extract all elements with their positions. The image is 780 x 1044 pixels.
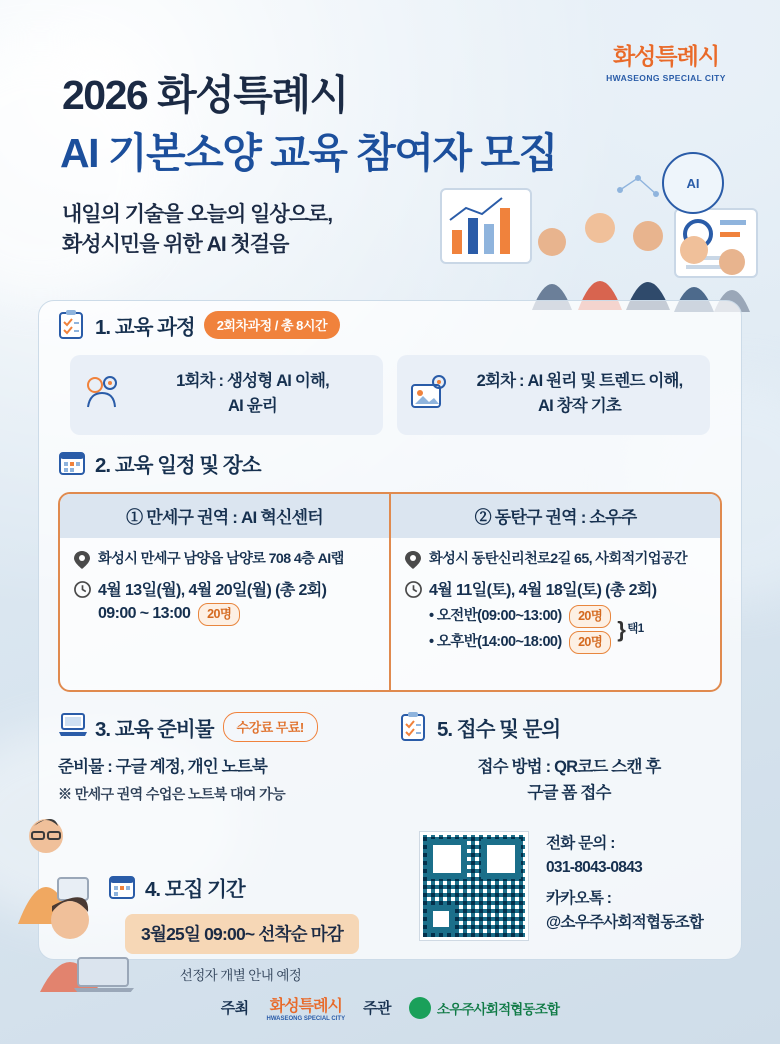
poster-title-line2: AI 기본소양 교육 참여자 모집 <box>60 130 557 176</box>
host-logo <box>267 993 346 1022</box>
students-illustration <box>4 792 154 992</box>
people-group-illustration <box>432 150 762 315</box>
city-logo <box>586 38 746 83</box>
course-label-line2: AI 창작 기초 <box>537 396 622 415</box>
section-3-materials <box>58 712 388 804</box>
section-3-title: 3. 교육 준비물 <box>95 718 214 741</box>
phone-label: 전화 문의 : <box>546 835 615 852</box>
schedule-date-row <box>74 579 377 626</box>
calendar-icon <box>58 448 86 478</box>
schedule-detail <box>429 579 657 654</box>
course-label-line2: AI 윤리 <box>228 396 277 415</box>
schedule-column-1 <box>60 494 389 690</box>
phone-value: 031-8043-0843 <box>546 859 643 877</box>
organizer-name: 소우주사회적협동조합 <box>436 1001 560 1017</box>
city-logo-main: 화성특례시 <box>612 43 720 69</box>
contact-info <box>546 832 703 935</box>
section-3-badge: 수강료 무료! <box>223 712 318 742</box>
section-4-period-pill: 3월25일 09:00~ 선착순 마감 <box>125 914 359 954</box>
subtitle-line1: 내일의 기술을 오늘의 일상으로, <box>62 203 333 226</box>
section-4-recruit-period <box>108 872 438 984</box>
poster-title-line1: 2026 화성특례시 <box>62 72 348 118</box>
ai-badge-label: AI <box>686 175 700 191</box>
sowooju-mark-icon <box>409 997 431 1019</box>
section-4-header <box>108 872 438 902</box>
brace-glyph: } <box>617 616 626 642</box>
schedule-address-row <box>74 549 377 570</box>
course-list <box>70 355 710 435</box>
schedule-option-capacity: 20명 <box>569 605 611 628</box>
organizer-label: 주관 <box>363 1000 391 1017</box>
schedule-column-2-body <box>391 538 720 654</box>
host-logo-sub: HWASEONG SPECIAL CITY <box>266 1016 346 1022</box>
section-5-title: 5. 접수 및 문의 <box>437 718 561 741</box>
schedule-dates: 4월 11일(토), 4월 18일(토) (총 2회) <box>429 581 657 599</box>
schedule-option-label: • 오후반(14:00~18:00) <box>429 633 562 650</box>
organizer-logo <box>409 997 559 1019</box>
poster-footer <box>0 993 780 1022</box>
section-5-header <box>400 712 730 742</box>
schedule-column-1-body <box>60 538 389 626</box>
header-illustration <box>432 150 762 315</box>
section-1-badge: 2회차과정 / 총 8시간 <box>204 311 340 339</box>
schedule-capacity: 20명 <box>198 603 240 626</box>
section-5-apply <box>400 712 730 807</box>
section-4-title: 4. 모집 기간 <box>145 878 245 901</box>
schedule-address: 화성시 만세구 남양읍 남양로 708 4층 AI랩 <box>98 551 344 567</box>
section-3-header <box>58 712 388 742</box>
section-1-title: 1. 교육 과정 <box>95 316 195 339</box>
course-label-line1: 2회차 : AI 원리 및 트렌드 이해, <box>476 372 683 390</box>
map-pin-icon <box>405 551 422 568</box>
schedule-option <box>429 605 611 628</box>
host-label: 주최 <box>220 1000 249 1017</box>
schedule-column-2-header: ② 동탄구 권역 : 소우주 <box>391 494 720 538</box>
section-3-line1: 준비물 : 구글 계정, 개인 노트북 <box>58 758 268 776</box>
section-2-header <box>58 448 261 478</box>
schedule-table <box>58 492 722 692</box>
section-2-schedule <box>58 448 261 478</box>
schedule-date-row <box>405 579 708 654</box>
map-pin-icon <box>74 551 91 568</box>
course-label-line1: 1회차 : 생성형 AI 이해, <box>176 372 329 390</box>
schedule-option <box>429 631 611 654</box>
schedule-time: 09:00 ~ 13:00 <box>98 604 191 622</box>
schedule-detail <box>98 579 326 626</box>
section-1-course <box>58 310 340 340</box>
city-logo-sub: HWASEONG SPECIAL CITY <box>606 73 726 83</box>
schedule-column-2 <box>389 494 720 690</box>
subtitle-line2: 화성시민을 위한 AI 첫걸음 <box>62 233 289 257</box>
schedule-dates: 4월 13일(월), 4월 20일(월) (총 2회) <box>98 581 327 599</box>
gear-brain-icon <box>80 373 122 415</box>
section-3-line2: ※ 만세구 권역 수업은 노트북 대여 가능 <box>58 786 285 803</box>
apply-qr-block <box>420 832 703 940</box>
clipboard-list-icon <box>400 712 428 742</box>
schedule-column-1-header: ① 만세구 권역 : AI 혁신센터 <box>60 494 389 538</box>
section-1-header <box>58 310 340 340</box>
kakao-label: 카카오톡 : <box>546 890 612 908</box>
clipboard-check-icon <box>58 310 86 340</box>
laptop-icon <box>58 712 86 742</box>
course-item <box>397 355 710 435</box>
host-logo-text: 화성특례시 <box>269 998 342 1015</box>
city-logo-text <box>586 38 746 71</box>
kakao-value: @소우주사회적협동조합 <box>546 914 704 932</box>
course-item <box>70 355 383 435</box>
section-4-note: 선정자 개별 안내 예정 <box>179 968 302 983</box>
clock-icon <box>74 581 91 598</box>
gear-image-icon <box>407 373 449 415</box>
poster-subtitle <box>62 200 332 261</box>
course-item-label <box>132 369 373 419</box>
section-5-method-line2: 구글 폼 접수 <box>527 784 611 803</box>
section-2-title: 2. 교육 일정 및 장소 <box>95 454 261 477</box>
schedule-address-row <box>405 549 708 570</box>
section-5-method-line1: 접수 방법 : QR코드 스캔 후 <box>477 758 661 776</box>
clock-icon <box>405 581 422 598</box>
schedule-option-capacity: 20명 <box>569 631 611 654</box>
schedule-choice-note: 택1 <box>627 623 644 636</box>
schedule-address: 화성시 동탄신리천로2길 65, 사회적기업공간 <box>429 551 688 567</box>
course-item-label <box>459 369 700 419</box>
schedule-option-label: • 오전반(09:00~13:00) <box>429 607 562 624</box>
